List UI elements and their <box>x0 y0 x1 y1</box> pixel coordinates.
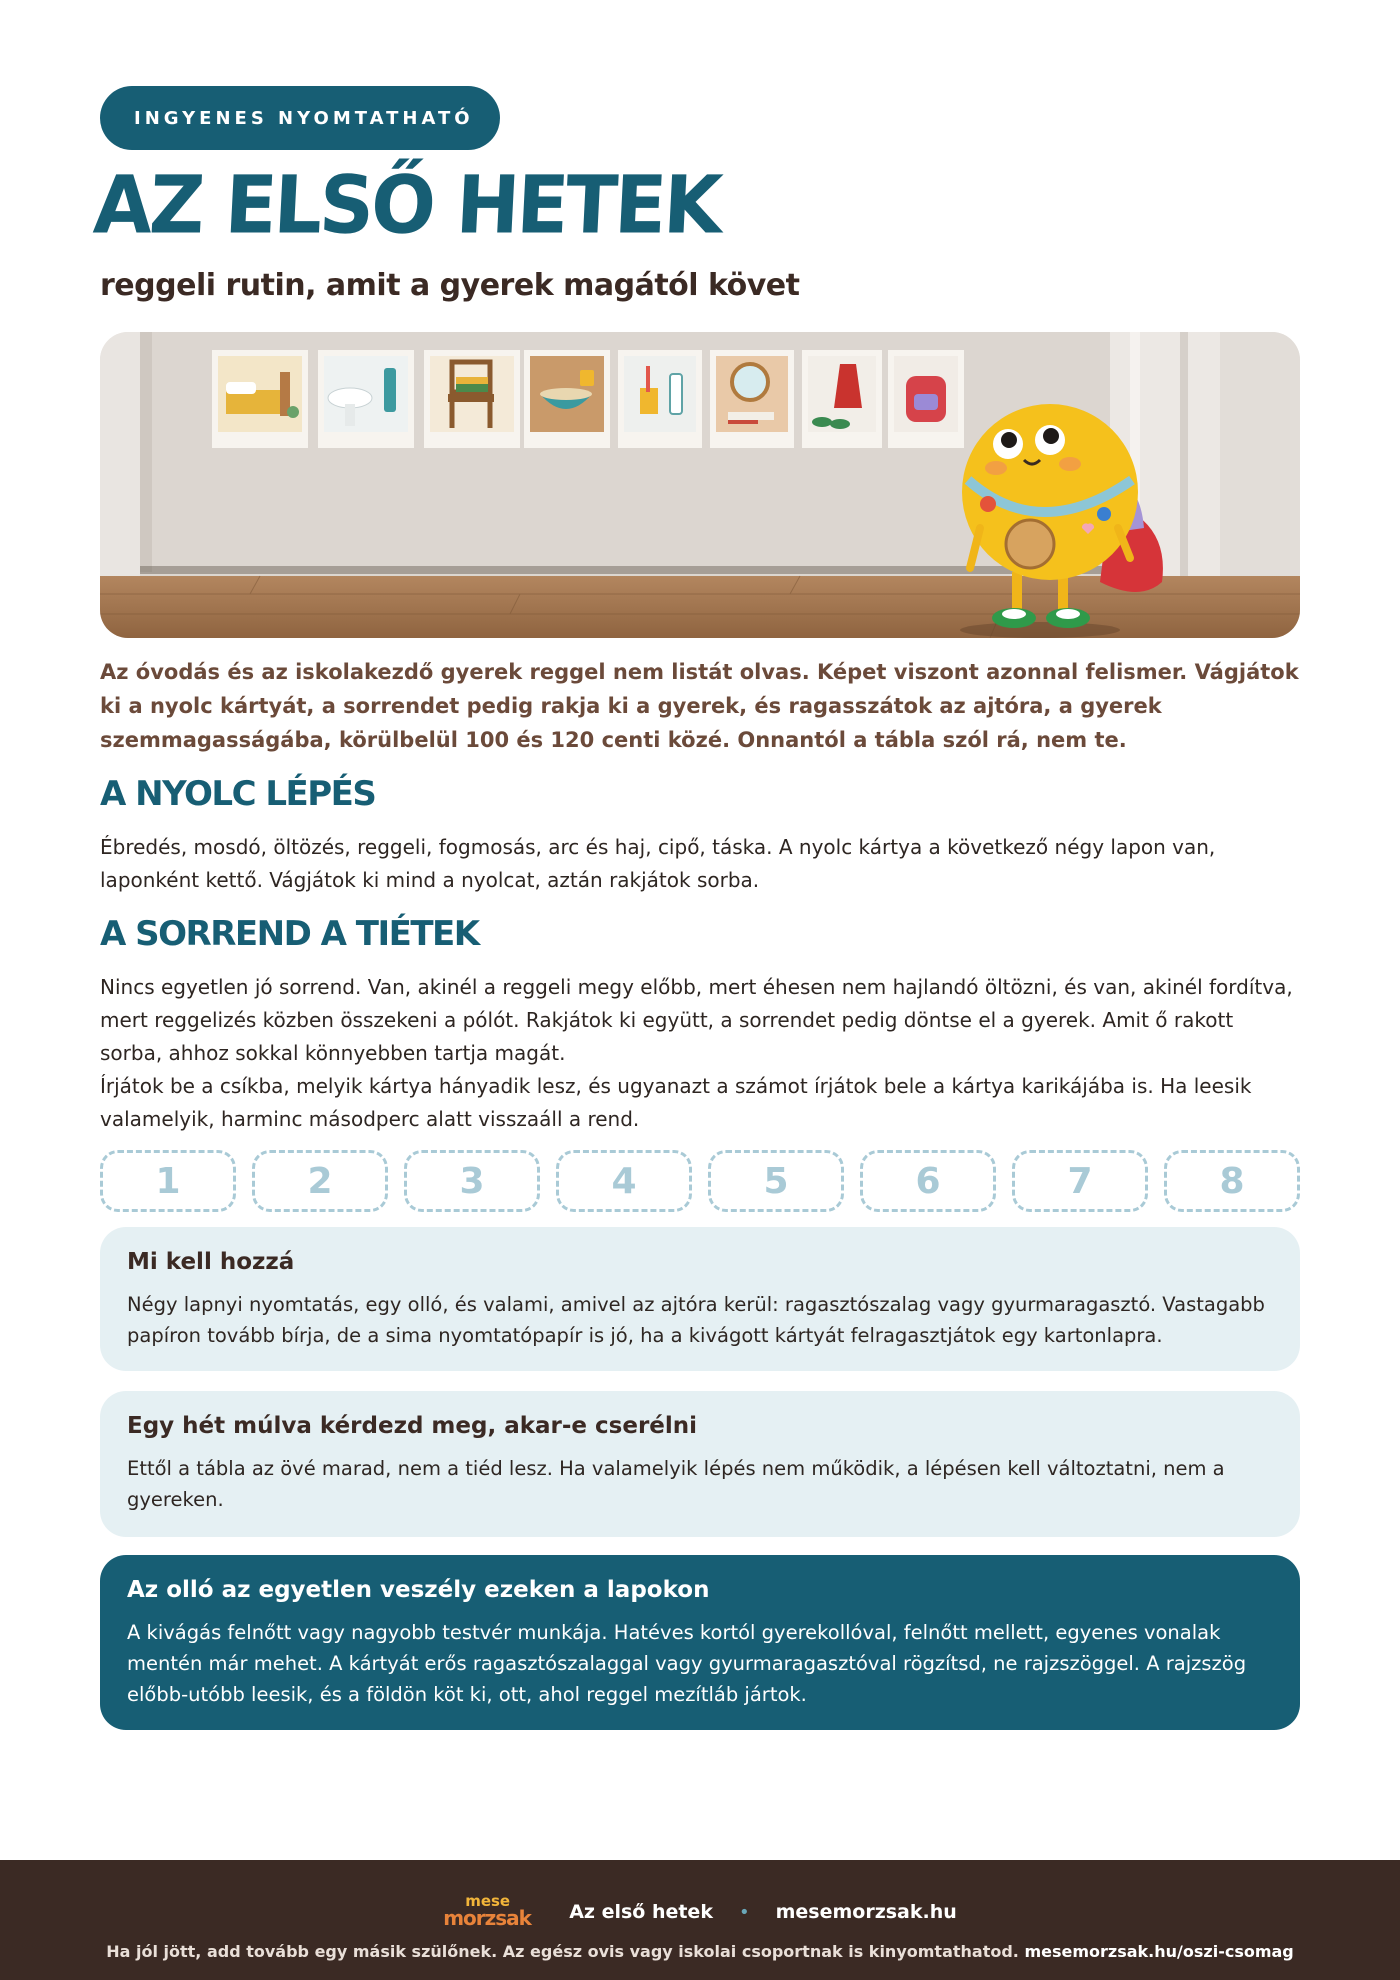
footer-separator: • <box>738 1901 750 1923</box>
info-card-one-week-later <box>100 1391 1300 1537</box>
card-mirror-comb-icon <box>710 350 794 448</box>
card-bed-icon <box>212 350 308 448</box>
card-sink-towel-icon <box>318 350 414 448</box>
card-shoes-coat-icon <box>802 350 882 448</box>
footer-title: Az első hetek <box>569 1901 713 1923</box>
section-heading-eight-steps: A NYOLC LÉPÉS <box>100 774 376 814</box>
card-text: Négy lapnyi nyomtatás, egy olló, és valami, amivel az ajtóra kerül: ragasztószalag vagy gyurmaragasztó. Vastagabb papíron tovább bírja, de a sima nyomtatópapír is jó, ha a kivágott kártyát felragasztjátok egy kartonlapra. <box>127 1293 1265 1347</box>
card-text: Ettől a tábla az övé marad, nem a tiéd lesz. Ha valamelyik lépés nem működik, a lépésen kell változtatni, nem a gyereken. <box>127 1457 1225 1511</box>
order-number-strip <box>100 1150 1300 1212</box>
order-slot: 3 <box>404 1150 540 1212</box>
hero-illustration <box>100 332 1300 638</box>
order-slot: 8 <box>1164 1150 1300 1212</box>
card-title: Mi kell hozzá <box>127 1249 295 1275</box>
page-subtitle: reggeli rutin, amit a gyerek magától követ <box>100 268 800 303</box>
page-footer <box>0 1860 1400 1980</box>
order-slot: 5 <box>708 1150 844 1212</box>
footer-note-text: Ha jól jött, add tovább egy másik szülőnek. Az egész ovis vagy iskolai csoportnak is kinyomtathatod. <box>106 1942 1019 1961</box>
free-printable-badge: INGYENES NYOMTATHATÓ <box>100 86 500 150</box>
page-title: AZ ELSŐ HETEK <box>91 157 722 252</box>
intro-paragraph: Az óvodás és az iskolakezdő gyerek reggel nem listát olvas. Képet viszont azonnal felismer. Vágjátok ki a nyolc kártyát, a sorrendet pedig rakja ki a gyerek, és ragasszátok az ajtóra, a gyerek szemmagasságába, körülbelül 100 és 120 centi közé. Onnantól a tábla szól rá, nem te. <box>100 660 1299 752</box>
section-text-order-2: Írjátok be a csíkba, melyik kártya hányadik lesz, és ugyanazt a számot írjátok bele a kártya karikájába is. Ha leesik valamelyik, harminc másodperc alatt visszaáll a rend. <box>100 1074 1252 1131</box>
order-slot: 2 <box>252 1150 388 1212</box>
footer-note <box>0 1942 1400 1961</box>
card-text: A kivágás felnőtt vagy nagyobb testvér munkája. Hatéves kortól gyerekollóval, felnőtt mellett, egyenes vonalak mentén már mehet. A kártyát erős ragasztószalaggal vagy gyurmaragasztóval rögzítsd, ne rajzszöggel. A rajzszög előbb-utóbb leesik, és a földön köt ki, ott, ahol reggel mezítláb jártok. <box>127 1621 1247 1706</box>
section-text-order-1: Nincs egyetlen jó sorrend. Van, akinél a reggeli megy előbb, mert éhesen nem hajlandó öltözni, és van, akinél fordítva, mert reggelizés közben összekeni a pólót. Rakjátok ki együtt, a sorrendet pedig döntse el a gyerek. Amit ő rakott sorba, ahhoz sokkal könnyebben tartja magát. <box>100 975 1293 1065</box>
footer-package-link[interactable]: mesemorzsak.hu/oszi-csomag <box>1024 1942 1294 1961</box>
section-heading-order: A SORREND A TIÉTEK <box>100 914 479 954</box>
mesemorzsak-logo: mese morzsak <box>443 1892 531 1930</box>
section-text-eight-steps: Ébredés, mosdó, öltözés, reggeli, fogmosás, arc és haj, cipő, táska. A nyolc kártya a következő négy lapon van, laponként kettő. Vágjátok ki mind a nyolcat, aztán rakjátok sorba. <box>100 835 1216 892</box>
order-slot: 6 <box>860 1150 996 1212</box>
card-toothbrush-icon <box>618 350 702 448</box>
card-breakfast-bowl-icon <box>524 350 610 448</box>
card-backpack-icon <box>888 350 964 448</box>
order-slot: 4 <box>556 1150 692 1212</box>
order-slot: 7 <box>1012 1150 1148 1212</box>
footer-site-link[interactable]: mesemorzsak.hu <box>775 1901 957 1923</box>
warning-card-scissors <box>100 1555 1300 1730</box>
card-title: Az olló az egyetlen veszély ezeken a lapokon <box>127 1577 710 1603</box>
card-chair-clothes-icon <box>424 350 520 448</box>
info-card-what-you-need <box>100 1227 1300 1371</box>
card-title: Egy hét múlva kérdezd meg, akar-e cserélni <box>127 1413 698 1439</box>
order-slot: 1 <box>100 1150 236 1212</box>
